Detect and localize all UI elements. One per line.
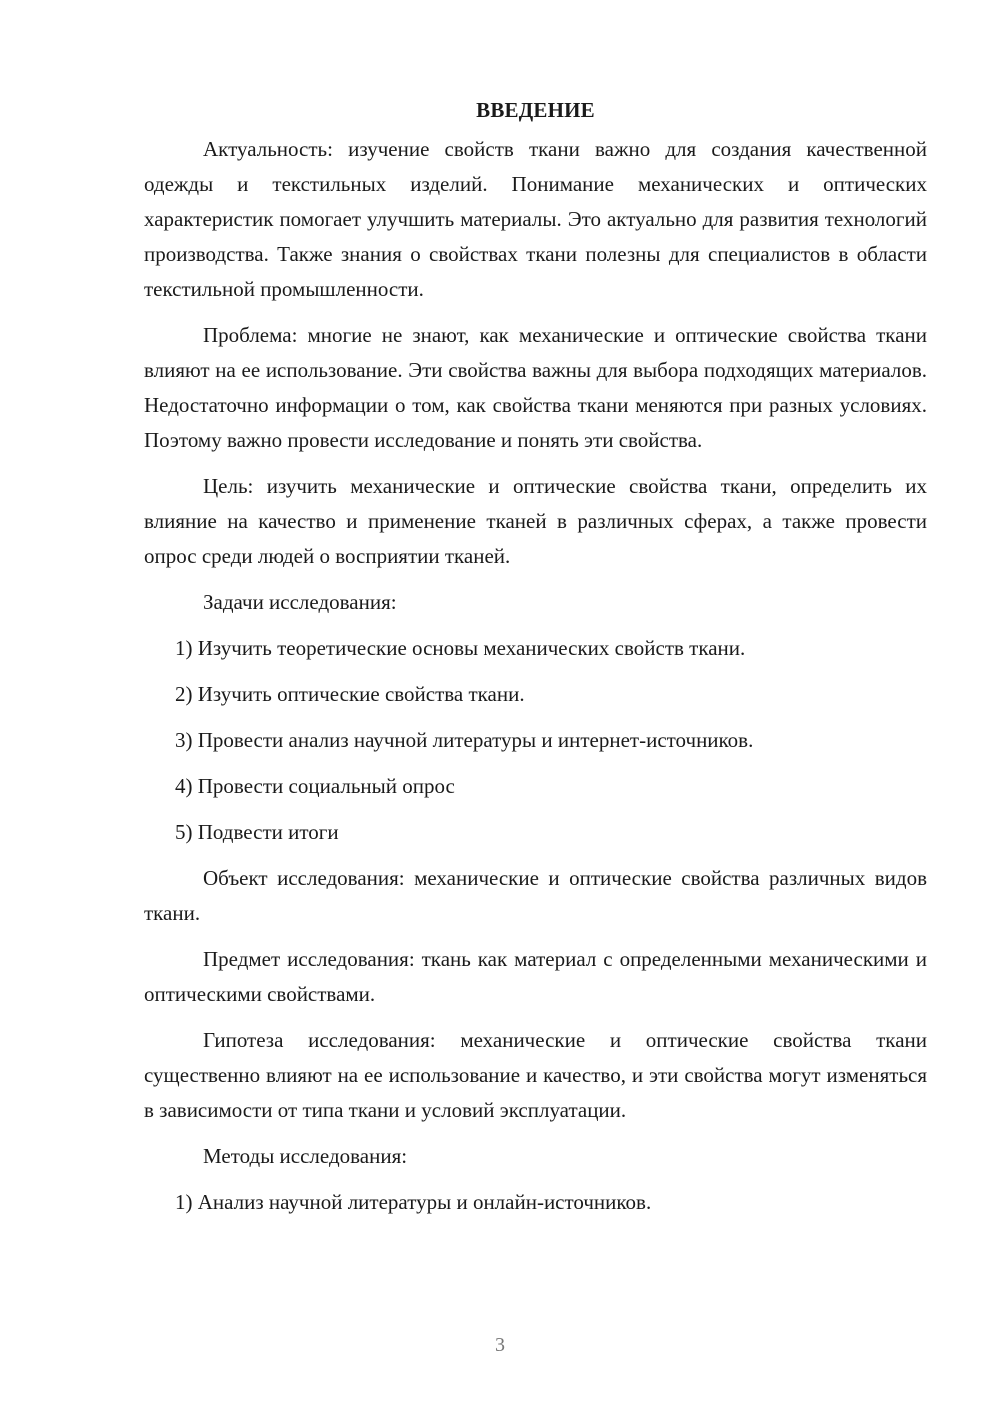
list-item: 4) Провести социальный опрос <box>175 774 455 798</box>
document-page <box>144 96 927 1231</box>
problem-paragraph: Проблема: многие не знают, как механические и оптические свойства ткани влияют на ее использование. Эти свойства важны для выбора подходящих материалов. Недостаточно информации о том, как свойства ткани меняются при разных условиях. Поэтому важно провести исследование и понять эти свойства. <box>144 323 927 452</box>
subject-paragraph: Предмет исследования: ткань как материал с определенными механическими и оптическими свойствами. <box>144 947 927 1006</box>
methods-heading: Методы исследования: <box>203 1144 408 1168</box>
tasks-heading: Задачи исследования: <box>203 590 397 614</box>
list-item: 3) Провести анализ научной литературы и интернет-источников. <box>175 728 754 752</box>
page-title: ВВЕДЕНИЕ <box>476 98 595 122</box>
object-paragraph: Объект исследования: механические и оптические свойства различных видов ткани. <box>144 866 927 925</box>
hypothesis-paragraph: Гипотеза исследования: механические и оптические свойства ткани существенно влияют на ее использование и качество, и эти свойства могут изменяться в зависимости от типа ткани и условий эксплуатации. <box>144 1028 927 1122</box>
list-item: 5) Подвести итоги <box>175 820 339 844</box>
methods-list <box>144 1185 927 1220</box>
tasks-list <box>144 631 927 850</box>
list-item: 1) Изучить теоретические основы механических свойств ткани. <box>175 636 746 660</box>
goal-paragraph: Цель: изучить механические и оптические свойства ткани, определить их влияние на качество и применение тканей в различных сферах, а также провести опрос среди людей о восприятии тканей. <box>144 474 927 568</box>
list-item: 2) Изучить оптические свойства ткани. <box>175 682 525 706</box>
relevance-paragraph: Актуальность: изучение свойств ткани важно для создания качественной одежды и текстильных изделий. Понимание механических и оптических характеристик помогает улучшить материалы. Это актуально для развития технологий производства. Также знания о свойствах ткани полезны для специалистов в области текстильной промышленности. <box>144 137 927 301</box>
page-number: 3 <box>495 1334 505 1356</box>
list-item: 1) Анализ научной литературы и онлайн-источников. <box>175 1190 652 1214</box>
